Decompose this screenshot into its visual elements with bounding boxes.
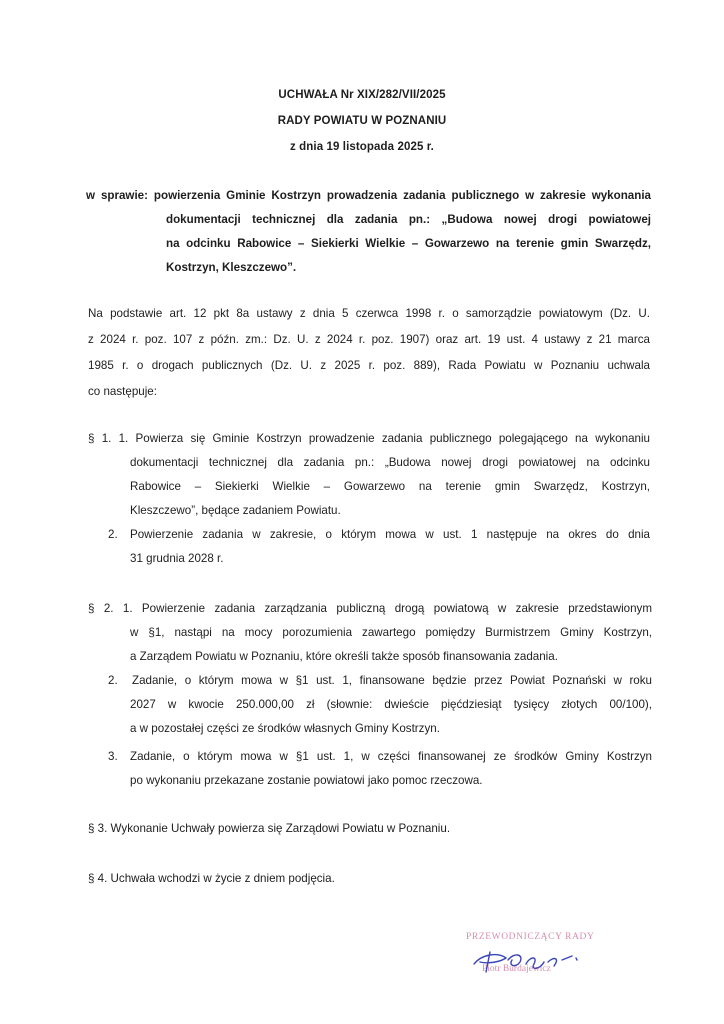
section-2-item-number: 3. <box>108 750 118 763</box>
section-3: § 3. Wykonanie Uchwały powierza się Zarządowi Powiatu w Poznaniu. <box>88 822 451 835</box>
section-1-line: dokumentacji technicznej dla zadania pn.: „Budowa nowej drogi powiatowej na odcinku <box>130 456 650 469</box>
signature-title: PRZEWODNICZĄCY RADY <box>466 932 595 942</box>
section-1-line: 31 grudnia 2028 r. <box>130 552 224 565</box>
section-2-line: Zadanie, o którym mowa w §1 ust. 1, finansowane będzie przez Powiat Poznański w roku <box>132 674 652 687</box>
section-2-line: a w pozostałej części ze środków własnych Gminy Kostrzyn. <box>130 722 440 735</box>
legal-basis-line: z 2024 r. poz. 107 z późn. zm.: Dz. U. z 2024 r. poz. 1907) oraz art. 19 ust. 4 ustawy z 21 marca <box>88 333 650 346</box>
section-2-line: 2027 w kwocie 250.000,00 zł (słownie: dwieście pięćdziesiąt tysięcy złotych 00/100), <box>130 698 652 711</box>
section-2-line: Zadanie, o którym mowa w §1 ust. 1, w części finansowanej ze środków Gminy Kostrzyn <box>130 750 652 763</box>
section-2-line: a Zarządem Powiatu w Poznaniu, które określi także sposób finansowania zadania. <box>130 650 558 663</box>
section-2-item-number: 2. <box>108 674 118 687</box>
handwritten-signature-icon <box>468 942 588 976</box>
section-4: § 4. Uchwała wchodzi w życie z dniem podjęcia. <box>88 872 335 885</box>
section-1-line: Rabowice – Siekierki Wielkie – Gowarzewo na terenie gmin Swarzędz, Kostrzyn, <box>130 480 650 493</box>
legal-basis-line: Na podstawie art. 12 pkt 8a ustawy z dnia 5 czerwca 1998 r. o samorządzie powiatowym (Dz. U. <box>88 307 650 320</box>
signature-name: Piotr Burdajewicz <box>482 964 551 974</box>
legal-basis-line: co następuje: <box>88 385 157 398</box>
section-1-line: Kleszczewo”, będące zadaniem Powiatu. <box>130 504 341 517</box>
subject-line: na odcinku Rabowice – Siekierki Wielkie – Gowarzewo na terenie gmin Swarzędz, <box>166 237 651 250</box>
resolution-date: z dnia 19 listopada 2025 r. <box>290 141 434 153</box>
section-2-line: § 2. 1. Powierzenie zadania zarządzania publiczną drogą powiatową w zakresie przedstawionym <box>88 602 652 615</box>
section-1-item-number: 2. <box>108 528 118 541</box>
subject-line: Kostrzyn, Kleszczewo”. <box>166 261 297 274</box>
subject-line: dokumentacji technicznej dla zadania pn.: „Budowa nowej drogi powiatowej <box>166 213 651 226</box>
resolution-number: UCHWAŁA Nr XIX/282/VII/2025 <box>278 89 446 101</box>
section-2-line: po wykonaniu przekazane zostanie powiatowi jako pomoc rzeczowa. <box>130 774 483 787</box>
legal-basis-line: 1985 r. o drogach publicznych (Dz. U. z 2025 r. poz. 889), Rada Powiatu w Poznaniu uchwala <box>88 359 650 372</box>
section-1-line: § 1. 1. Powierza się Gminie Kostrzyn prowadzenie zadania publicznego polegającego na wykonaniu <box>88 432 650 445</box>
signature-block <box>458 928 608 978</box>
section-1-line: Powierzenie zadania w zakresie, o którym mowa w ust. 1 następuje na okres do dnia <box>130 528 650 541</box>
council-name: RADY POWIATU W POZNANIU <box>277 115 447 127</box>
section-2-line: w §1, nastąpi na mocy porozumienia zawartego pomiędzy Burmistrzem Gminy Kostrzyn, <box>130 626 652 639</box>
subject-line: w sprawie: powierzenia Gminie Kostrzyn prowadzenia zadania publicznego w zakresie wykonania <box>86 189 651 202</box>
